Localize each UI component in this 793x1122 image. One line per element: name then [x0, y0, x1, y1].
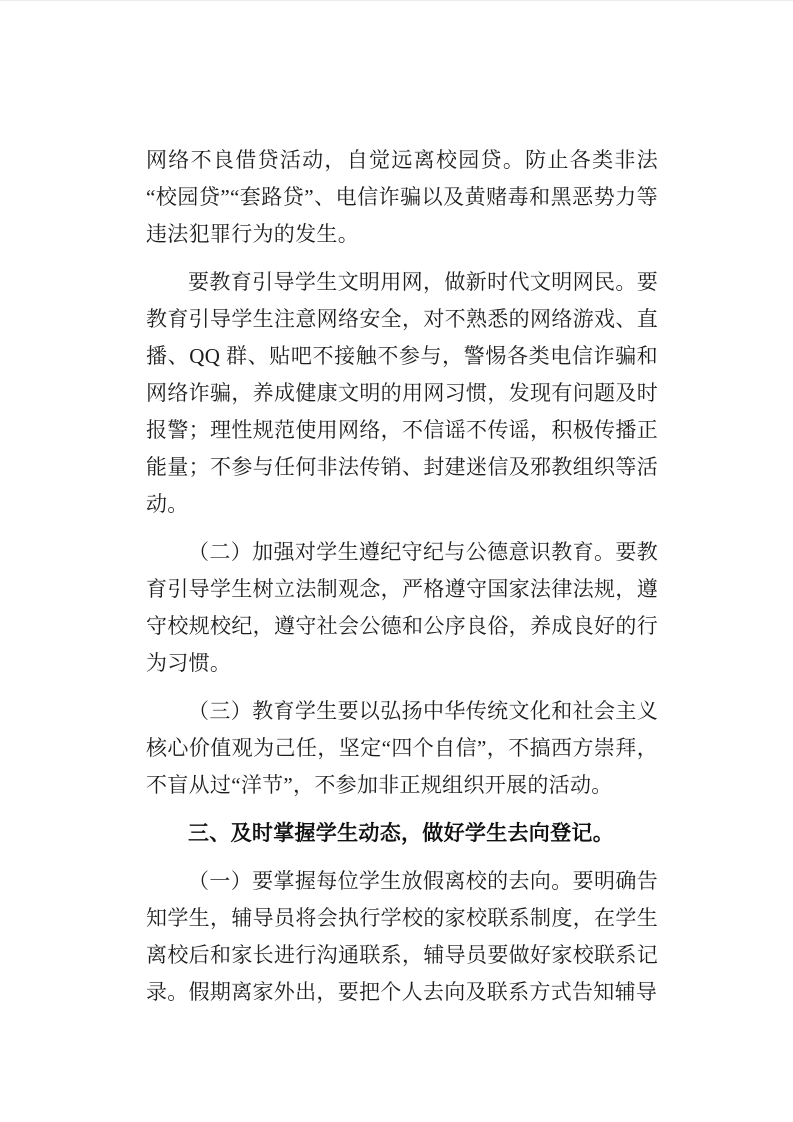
paragraph-item-2: （二）加强对学生遵纪守纪与公德意识教育。要教育引导学生树立法制观念，严格遵守国家法律法规，遵守校规校纪，遵守社会公德和公序良俗，养成良好的行为习惯。	[146, 540, 658, 675]
paragraph-item-1: （一）要掌握每位学生放假离校的去向。要明确告知学生，辅导员将会执行学校的家校联系制度，在学生离校后和家长进行沟通联系，辅导员要做好家校联系记录。假期离家外出，要把个人去向及联系方式告知辅导	[146, 869, 658, 1004]
document-body	[146, 142, 658, 1011]
paragraph-item-3: （三）教育学生要以弘扬中华传统文化和社会主义核心价值观为己任，坚定“四个自信”，不搞西方崇拜，不盲从过“洋节”，不参加非正规组织开展的活动。	[146, 699, 658, 797]
paragraph-continued-from-previous-page: 网络不良借贷活动，自觉远离校园贷。防止各类非法“校园贷”“套路贷”、电信诈骗以及黄赌毒和黑恶势力等违法犯罪行为的发生。	[146, 148, 658, 246]
paragraph: 要教育引导学生文明用网，做新时代文明网民。要教育引导学生注意网络安全，对不熟悉的网络游戏、直播、QQ 群、贴吧不接触不参与，警惕各类电信诈骗和网络诈骗，养成健康文明的用网习惯，发现有问题及时报警；理性规范使用网络，不信谣不传谣，积极传播正能量；不参与任何非法传销、封建迷信及邪教组织等活动。	[146, 270, 658, 516]
section-heading-3: 三、及时掌握学生动态，做好学生去向登记。	[188, 822, 614, 845]
